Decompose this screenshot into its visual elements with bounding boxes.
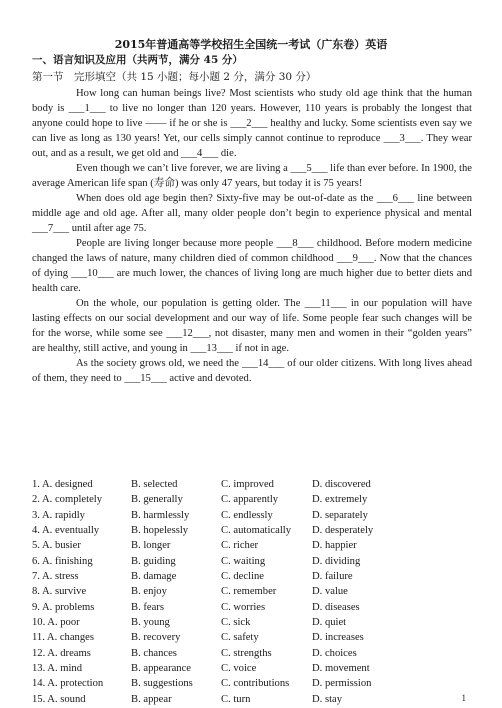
- option-b: B. young: [131, 616, 170, 628]
- option-a: 4. A. eventually: [32, 524, 100, 536]
- option-b: B. fears: [131, 601, 164, 613]
- passage-paragraph: When does old age begin then? Sixty-five may be out-of-date as the ___6___ line between middle age and old age. After all, many older people don’t begin to experience physical and mental ___7___ until after age 75.: [32, 193, 472, 234]
- option-b: B. appearance: [131, 662, 191, 674]
- passage-paragraph: On the whole, our population is getting older. The ___11___ in our population will have lasting effects on our social development and our way of life. Some people fear such changes will be for the worse, while some see ___12___, not disaster, many men and women in their “golden years” are healthy, still active, and young in ___13___ if not in age.: [32, 298, 472, 354]
- option-c: C. strengths: [221, 647, 272, 659]
- option-d: D. failure: [312, 570, 353, 582]
- option-row: [32, 569, 472, 584]
- option-c: C. decline: [221, 570, 264, 582]
- page-number: 1: [461, 693, 466, 703]
- exam-title: 2015年普通高等学校招生全国统一考试（广东卷）英语: [114, 38, 388, 51]
- option-b: B. guiding: [131, 555, 176, 567]
- option-row: [32, 600, 472, 615]
- option-c: C. apparently: [221, 494, 279, 506]
- option-row: [32, 538, 472, 553]
- option-b: B. enjoy: [131, 586, 167, 598]
- option-b: B. chances: [131, 647, 177, 659]
- option-row: [32, 492, 472, 507]
- option-c: C. safety: [221, 632, 259, 644]
- option-row: [32, 508, 472, 523]
- option-d: D. separately: [312, 509, 368, 521]
- option-c: C. contributions: [221, 678, 290, 690]
- option-b: B. hopelessly: [131, 524, 189, 536]
- option-row: [32, 646, 472, 661]
- option-d: D. increases: [312, 632, 364, 644]
- option-row: [32, 584, 472, 599]
- cloze-passage: [32, 86, 472, 386]
- option-a: 6. A. finishing: [32, 555, 93, 567]
- option-c: C. worries: [221, 601, 266, 613]
- option-a: 13. A. mind: [32, 662, 83, 674]
- option-a: 7. A. stress: [32, 570, 79, 582]
- option-b: B. damage: [131, 570, 177, 582]
- option-d: D. discovered: [312, 479, 371, 490]
- option-b: B. recovery: [131, 632, 181, 644]
- option-d: D. permission: [312, 678, 372, 690]
- option-c: C. automatically: [221, 524, 292, 536]
- option-row: [32, 676, 472, 691]
- option-b: B. harmlessly: [131, 509, 190, 521]
- option-row: [32, 661, 472, 676]
- option-c: C. waiting: [221, 555, 266, 567]
- option-a: 15. A. sound: [32, 693, 86, 705]
- option-a: 8. A. survive: [32, 586, 87, 598]
- option-a: 1. A. designed: [32, 479, 93, 490]
- option-a: 10. A. poor: [32, 616, 80, 628]
- option-b: B. appear: [131, 693, 172, 705]
- option-d: D. extremely: [312, 494, 368, 506]
- option-d: D. value: [312, 586, 348, 598]
- option-d: D. choices: [312, 647, 357, 659]
- option-a: 3. A. rapidly: [32, 509, 85, 521]
- option-b: B. suggestions: [131, 678, 193, 690]
- option-a: 5. A. busier: [32, 540, 81, 552]
- option-b: B. selected: [131, 479, 178, 490]
- option-a: 12. A. dreams: [32, 647, 91, 659]
- option-row: [32, 477, 472, 492]
- passage-paragraph: How long can human beings live? Most scientists who study old age think that the human body is ___1___ to live no longer than 120 years. However, 110 years is probably the longest that anyone could hope to live —— if he or she is ___2___ healthy and lucky. Some scientists even say we can live as long as 130 years! Yet, our cells simply cannot continue to reproduce ___3___. They wear out, and as a result, we get old and ___4___ die.: [32, 88, 472, 159]
- option-d: D. dividing: [312, 555, 361, 567]
- option-c: C. endlessly: [221, 509, 273, 521]
- option-row: [32, 692, 472, 707]
- passage-paragraph: Even though we can’t live forever, we are living a ___5___ life than ever before. In 1900, the average American life span (寿命) was only 47 years, but today it is 75 years!: [32, 163, 472, 189]
- section-heading: 一、语言知识及应用（共两节，满分 45 分）: [32, 54, 243, 66]
- option-d: D. movement: [312, 662, 370, 674]
- option-c: C. sick: [221, 616, 251, 628]
- option-d: D. diseases: [312, 601, 360, 613]
- option-a: 2. A. completely: [32, 494, 103, 506]
- option-d: D. desperately: [312, 524, 374, 536]
- option-a: 14. A. protection: [32, 678, 104, 690]
- option-a: 9. A. problems: [32, 601, 95, 613]
- option-c: C. turn: [221, 693, 251, 705]
- option-c: C. improved: [221, 479, 274, 490]
- option-row: [32, 523, 472, 538]
- option-d: D. stay: [312, 693, 343, 705]
- option-c: C. richer: [221, 540, 259, 552]
- option-d: D. quiet: [312, 616, 347, 628]
- part-heading: 第一节 完形填空（共 15 小题；每小题 2 分，满分 30 分）: [32, 71, 317, 83]
- passage-paragraph: As the society grows old, we need the ___14___ of our older citizens. With long lives ahead of them, they need to ___15___ active and devoted.: [32, 358, 472, 384]
- option-row: [32, 554, 472, 569]
- option-c: C. voice: [221, 662, 257, 674]
- option-row: [32, 615, 472, 630]
- option-b: B. generally: [131, 494, 183, 506]
- option-a: 11. A. changes: [32, 632, 94, 644]
- option-row: [32, 630, 472, 645]
- passage-paragraph: People are living longer because more people ___8___ childhood. Before modern medicine changed the laws of nature, many children died of common childhood ___9___. Now that the chances of dying ___10___ are much lower, the chances of living long are much higher due to better diets and health care.: [32, 238, 472, 294]
- answer-options: [32, 477, 472, 707]
- option-d: D. happier: [312, 540, 357, 552]
- option-c: C. remember: [221, 586, 277, 598]
- option-b: B. longer: [131, 540, 171, 552]
